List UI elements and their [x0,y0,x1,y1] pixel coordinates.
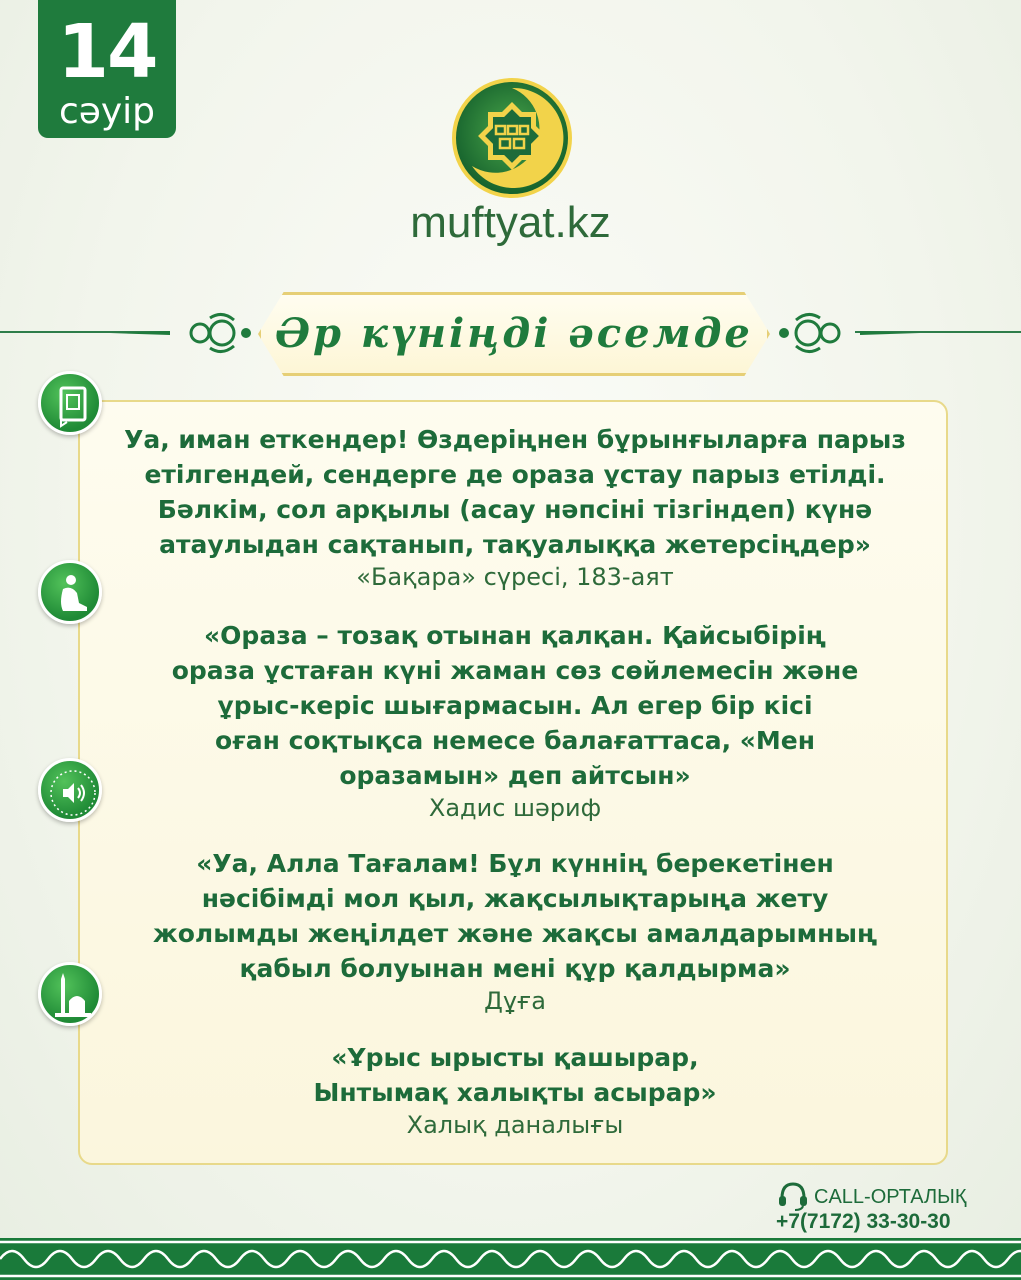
quote-block-4 [80,1040,950,1140]
quote-line: «Ораза – тозақ отынан қалқан. Қайсыбірің [204,621,826,650]
ornament-right-icon [770,310,920,356]
quote-line: ораза ұстаған күні жаман сөз сөйлемесін және [171,656,859,685]
quote-line: «Ұрыс ырысты қашырар, [331,1043,699,1072]
call-center-label: CALL-ОРТАЛЫҚ [814,1186,967,1208]
quote-block-3 [80,846,950,1016]
quote-line: оған соқтықса немесе балағаттаса, «Мен [214,726,816,755]
quote-line: нәсібімді мол қыл, жақсылықтарыңа жету [201,884,829,913]
quote-source: Дұға [484,987,546,1015]
quote-source: «Бақара» сүресі, 183-аят [356,563,674,591]
quote-line: етілгендей, сендерге де ораза ұстау парыз етілді. [144,460,886,489]
quote-line: қабыл болуынан мені құр қалдырма» [239,954,791,983]
headset-icon [776,1178,810,1212]
quote-line: Бәлкім, сол арқылы (асау нәпсіні тізгіндеп) күнә [157,495,873,524]
quote-line: жолымды жеңілдет және жақсы амалдарымның [152,919,878,948]
quote-source: Халық даналығы [406,1111,624,1139]
quote-line: атаулыдан сақтанып, тақуалыққа жетерсіңдер» [159,530,871,559]
muftyat-logo [452,78,572,198]
quote-source: Хадис шәриф [428,794,602,822]
date-badge [38,0,176,138]
call-center-phone[interactable]: +7(7172) 33-30-30 [776,1210,951,1233]
quote-line: Ынтымақ халықты асырар» [313,1078,717,1107]
banner-title: Әр күніңді әсемде [275,310,753,357]
date-day: 14 [57,9,157,95]
quote-line: ұрыс-керіс шығармасын. Ал егер бір кісі [217,691,813,720]
date-month: сәуір [58,91,156,132]
ornament-left-icon [110,310,260,356]
quote-line: Уа, иман еткендер! Өздеріңнен бұрынғыларға парыз [124,425,906,454]
quote-line: «Уа, Алла Тағалам! Бұл күннің берекетінен [196,849,834,878]
quote-line: оразамын» деп айтсын» [339,761,691,790]
quote-block-2 [80,618,950,823]
ornament-border-icon [0,1238,1021,1280]
quote-block-1 [80,422,950,592]
site-name: muftyat.kz [410,198,611,247]
